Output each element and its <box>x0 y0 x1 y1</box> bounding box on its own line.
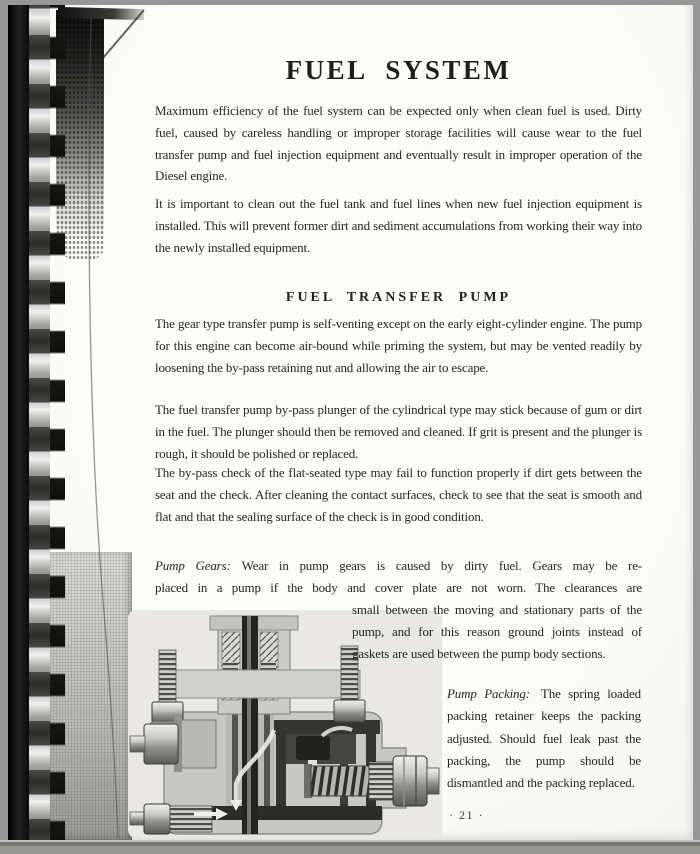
pump-packing-text: The spring loaded packing retainer keeps the packing adjusted. Should fuel leak past the packing, the pump should be dismantled and the packing replaced. <box>447 686 641 791</box>
section-paragraph-2: The fuel transfer pump by-pass plunger of the cylindrical type may stick because of gum or dirt in the fuel. The plunger should then be removed and cleaned. If grit is present and the plunger is rough, it should be polished or replaced. <box>155 402 642 461</box>
page-title: FUEL SYSTEM <box>285 55 512 85</box>
intro-paragraph-2: It is important to clean out the fuel tank and fuel lines when new fuel injection equipment is installed. This will prevent former dirt and sediment accumulations from working their way into the newly installed equipment. <box>155 196 642 255</box>
comb-binding-teeth-shadow <box>50 5 65 840</box>
pump-gears-paragraph-line2: placed in a pump if the body and cover plate are not worn. The clearances are <box>155 580 642 595</box>
intro-paragraph-1: Maximum efficiency of the fuel system can be expected only when clean fuel is used. Dirty fuel, caused by careless handling or improper storage facilities will cause wear to the fuel transfer pump and fuel injection equipment and eventually result in improper operation of the Diesel engine. <box>155 103 642 184</box>
pump-gears-paragraph-line1 <box>155 555 642 577</box>
pump-gears-label: Pump Gears: <box>155 558 231 573</box>
pump-gears-text-line1: Wear in pump gears is caused by dirty fuel. Gears may be re- <box>241 558 642 573</box>
section-heading: FUEL TRANSFER PUMP <box>285 290 512 305</box>
section-paragraph-3: The by-pass check of the flat-seated type may fail to function properly if dirt gets between the seat and the check. After cleaning the contact surfaces, check to see that the seat is smooth and flat and that the sealing surface of the check is in good condition. <box>155 465 642 524</box>
page-number: · 21 · <box>449 808 484 822</box>
pump-packing-paragraph <box>447 683 641 794</box>
section-paragraph-1: The gear type transfer pump is self-venting except on the early eight-cylinder engine. The pump for this engine can become air-bound while priming the system, but may be vented readily by loosening the by-pass retaining nut and allowing the air to escape. <box>155 316 642 375</box>
pump-gears-paragraph-wrapped: small between the moving and stationary parts of the pump, and for this reason ground joints instead of gaskets are used between the pump body sections. <box>352 602 642 661</box>
page-corner-shadow <box>58 7 144 20</box>
comb-binding-teeth <box>29 5 50 840</box>
scanner-frame-bottom <box>0 840 700 854</box>
comb-binding-spine <box>8 5 29 840</box>
pump-packing-label: Pump Packing: <box>447 686 530 701</box>
